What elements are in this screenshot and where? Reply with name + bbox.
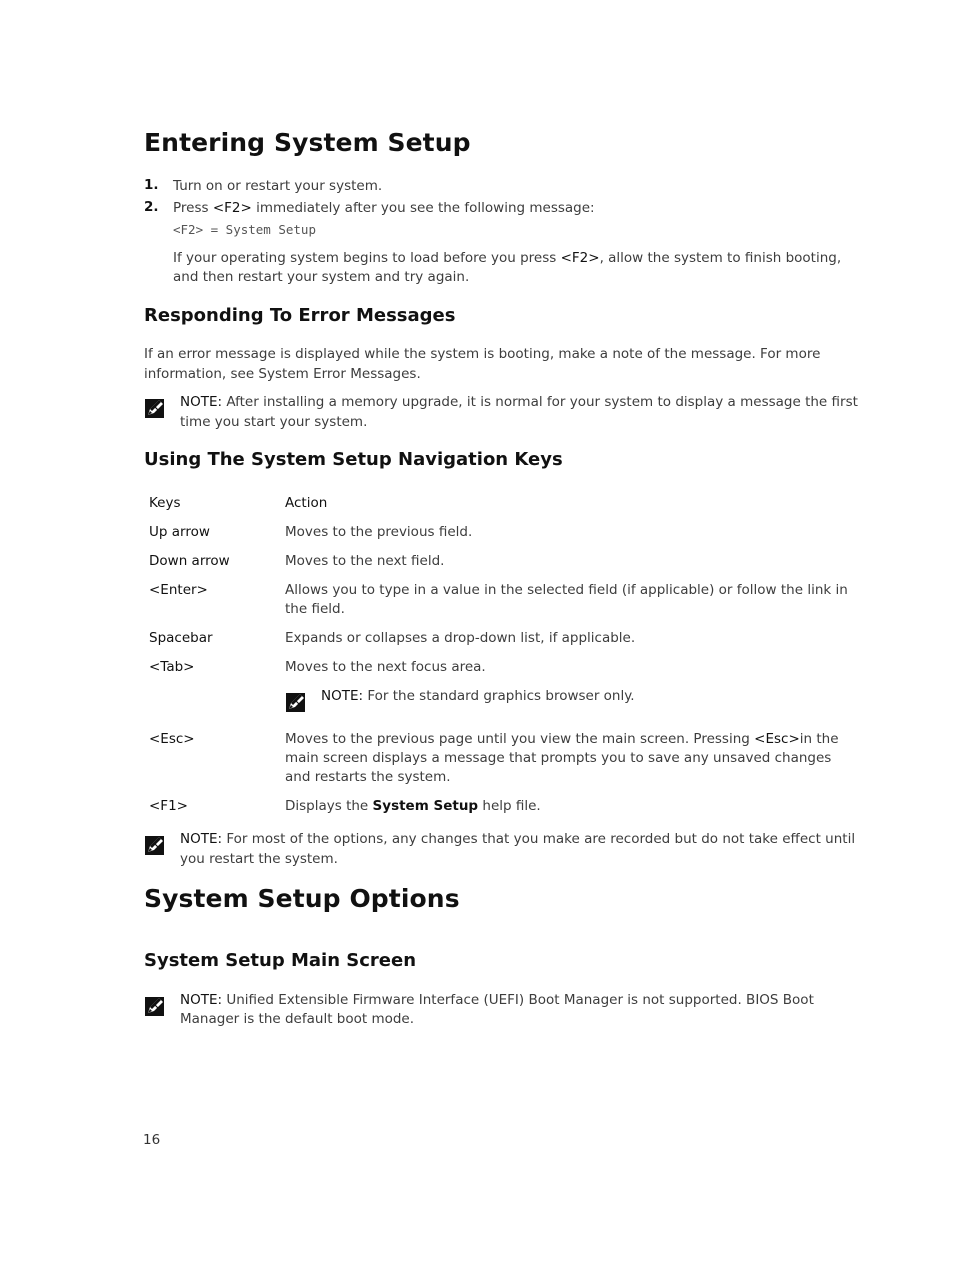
f1-action-bold: System Setup [372,798,479,814]
note-options-line2: you restart the system. [180,851,338,867]
note-label: NOTE: [180,831,223,847]
code-message: <F2> = System Setup [173,222,316,237]
note-text: Unified Extensible Firmware Interface (UEFI) Boot Manager is not supported. BIOS Boot [222,992,814,1008]
f1-action-pre: Displays the [285,798,373,814]
note-memory-line1 [180,393,858,413]
f1-action-post: help file. [478,798,541,814]
note-memory-line2: time you start your system. [180,414,368,430]
boot-para-key: <F2> [560,250,600,266]
note-text: After installing a memory upgrade, it is normal for your system to display a message the first [222,394,858,410]
step-2-pre: Press [173,200,213,216]
step-text-2 [173,199,595,219]
table-row-action: Expands or collapses a drop-down list, if applicable. [285,630,636,646]
boot-paragraph-line2: and then restart your system and try again. [173,269,470,285]
note-options-line1 [180,830,855,850]
table-row-key: <Enter> [149,582,208,598]
note-label: NOTE: [180,394,223,410]
table-header-action: Action [285,495,328,511]
table-row-action [285,797,541,816]
table-row-key: <F1> [149,798,188,814]
heading-system-setup-main-screen: System Setup Main Screen [144,950,417,971]
note-pencil-icon [285,691,307,717]
esc-action-key: <Esc> [754,731,800,747]
esc-action-post: in the [799,731,839,747]
error-paragraph-line1: If an error message is displayed while the system is booting, make a note of the message. For more [144,346,821,362]
table-row-action [285,730,839,749]
table-row-action-line2: main screen displays a message that prompts you to save any unsaved changes [285,750,832,766]
note-pencil-icon [144,397,166,423]
step-number-1: 1. [144,177,159,193]
table-row-key: Spacebar [149,630,213,646]
note-text: For the standard graphics browser only. [363,688,635,704]
table-row-action: Moves to the previous field. [285,524,473,540]
step-number-2: 2. [144,199,159,215]
table-row-action: Moves to the next focus area. [285,659,486,675]
note-pencil-icon [144,834,166,860]
table-row-key: <Esc> [149,731,195,747]
heading-system-setup-options: System Setup Options [144,884,460,913]
error-paragraph-line2: information, see System Error Messages. [144,366,421,382]
page-number: 16 [143,1132,161,1148]
table-row-key: Up arrow [149,524,210,540]
note-pencil-icon [144,995,166,1021]
esc-action-pre: Moves to the previous page until you view the main screen. Pressing [285,731,755,747]
note-tab-graphics [321,687,635,706]
boot-para-pre: If your operating system begins to load before you press [173,250,561,266]
step-text-1: Turn on or restart your system. [173,178,383,194]
note-label: NOTE: [321,688,364,704]
table-row-action: Allows you to type in a value in the selected field (if applicable) or follow the link in [285,582,848,598]
note-text: For most of the options, any changes that you make are recorded but do not take effect until [222,831,856,847]
table-row-action-line2: the field. [285,601,345,617]
note-uefi-line1 [180,991,814,1011]
heading-navigation-keys: Using The System Setup Navigation Keys [144,449,563,470]
table-row-action: Moves to the next field. [285,553,445,569]
table-row-key: <Tab> [149,659,195,675]
step-2-post: immediately after you see the following message: [251,200,595,216]
table-header-keys: Keys [149,495,181,511]
note-uefi-line2: Manager is the default boot mode. [180,1011,415,1027]
step-2-key: <F2> [212,200,252,216]
table-row-action-line3: and restarts the system. [285,769,451,785]
boot-para-post: , allow the system to finish booting, [599,250,842,266]
heading-responding-to-error-messages: Responding To Error Messages [144,305,456,326]
table-row-key: Down arrow [149,553,230,569]
boot-paragraph-line1 [173,249,841,269]
note-label: NOTE: [180,992,223,1008]
heading-entering-system-setup: Entering System Setup [144,128,471,157]
